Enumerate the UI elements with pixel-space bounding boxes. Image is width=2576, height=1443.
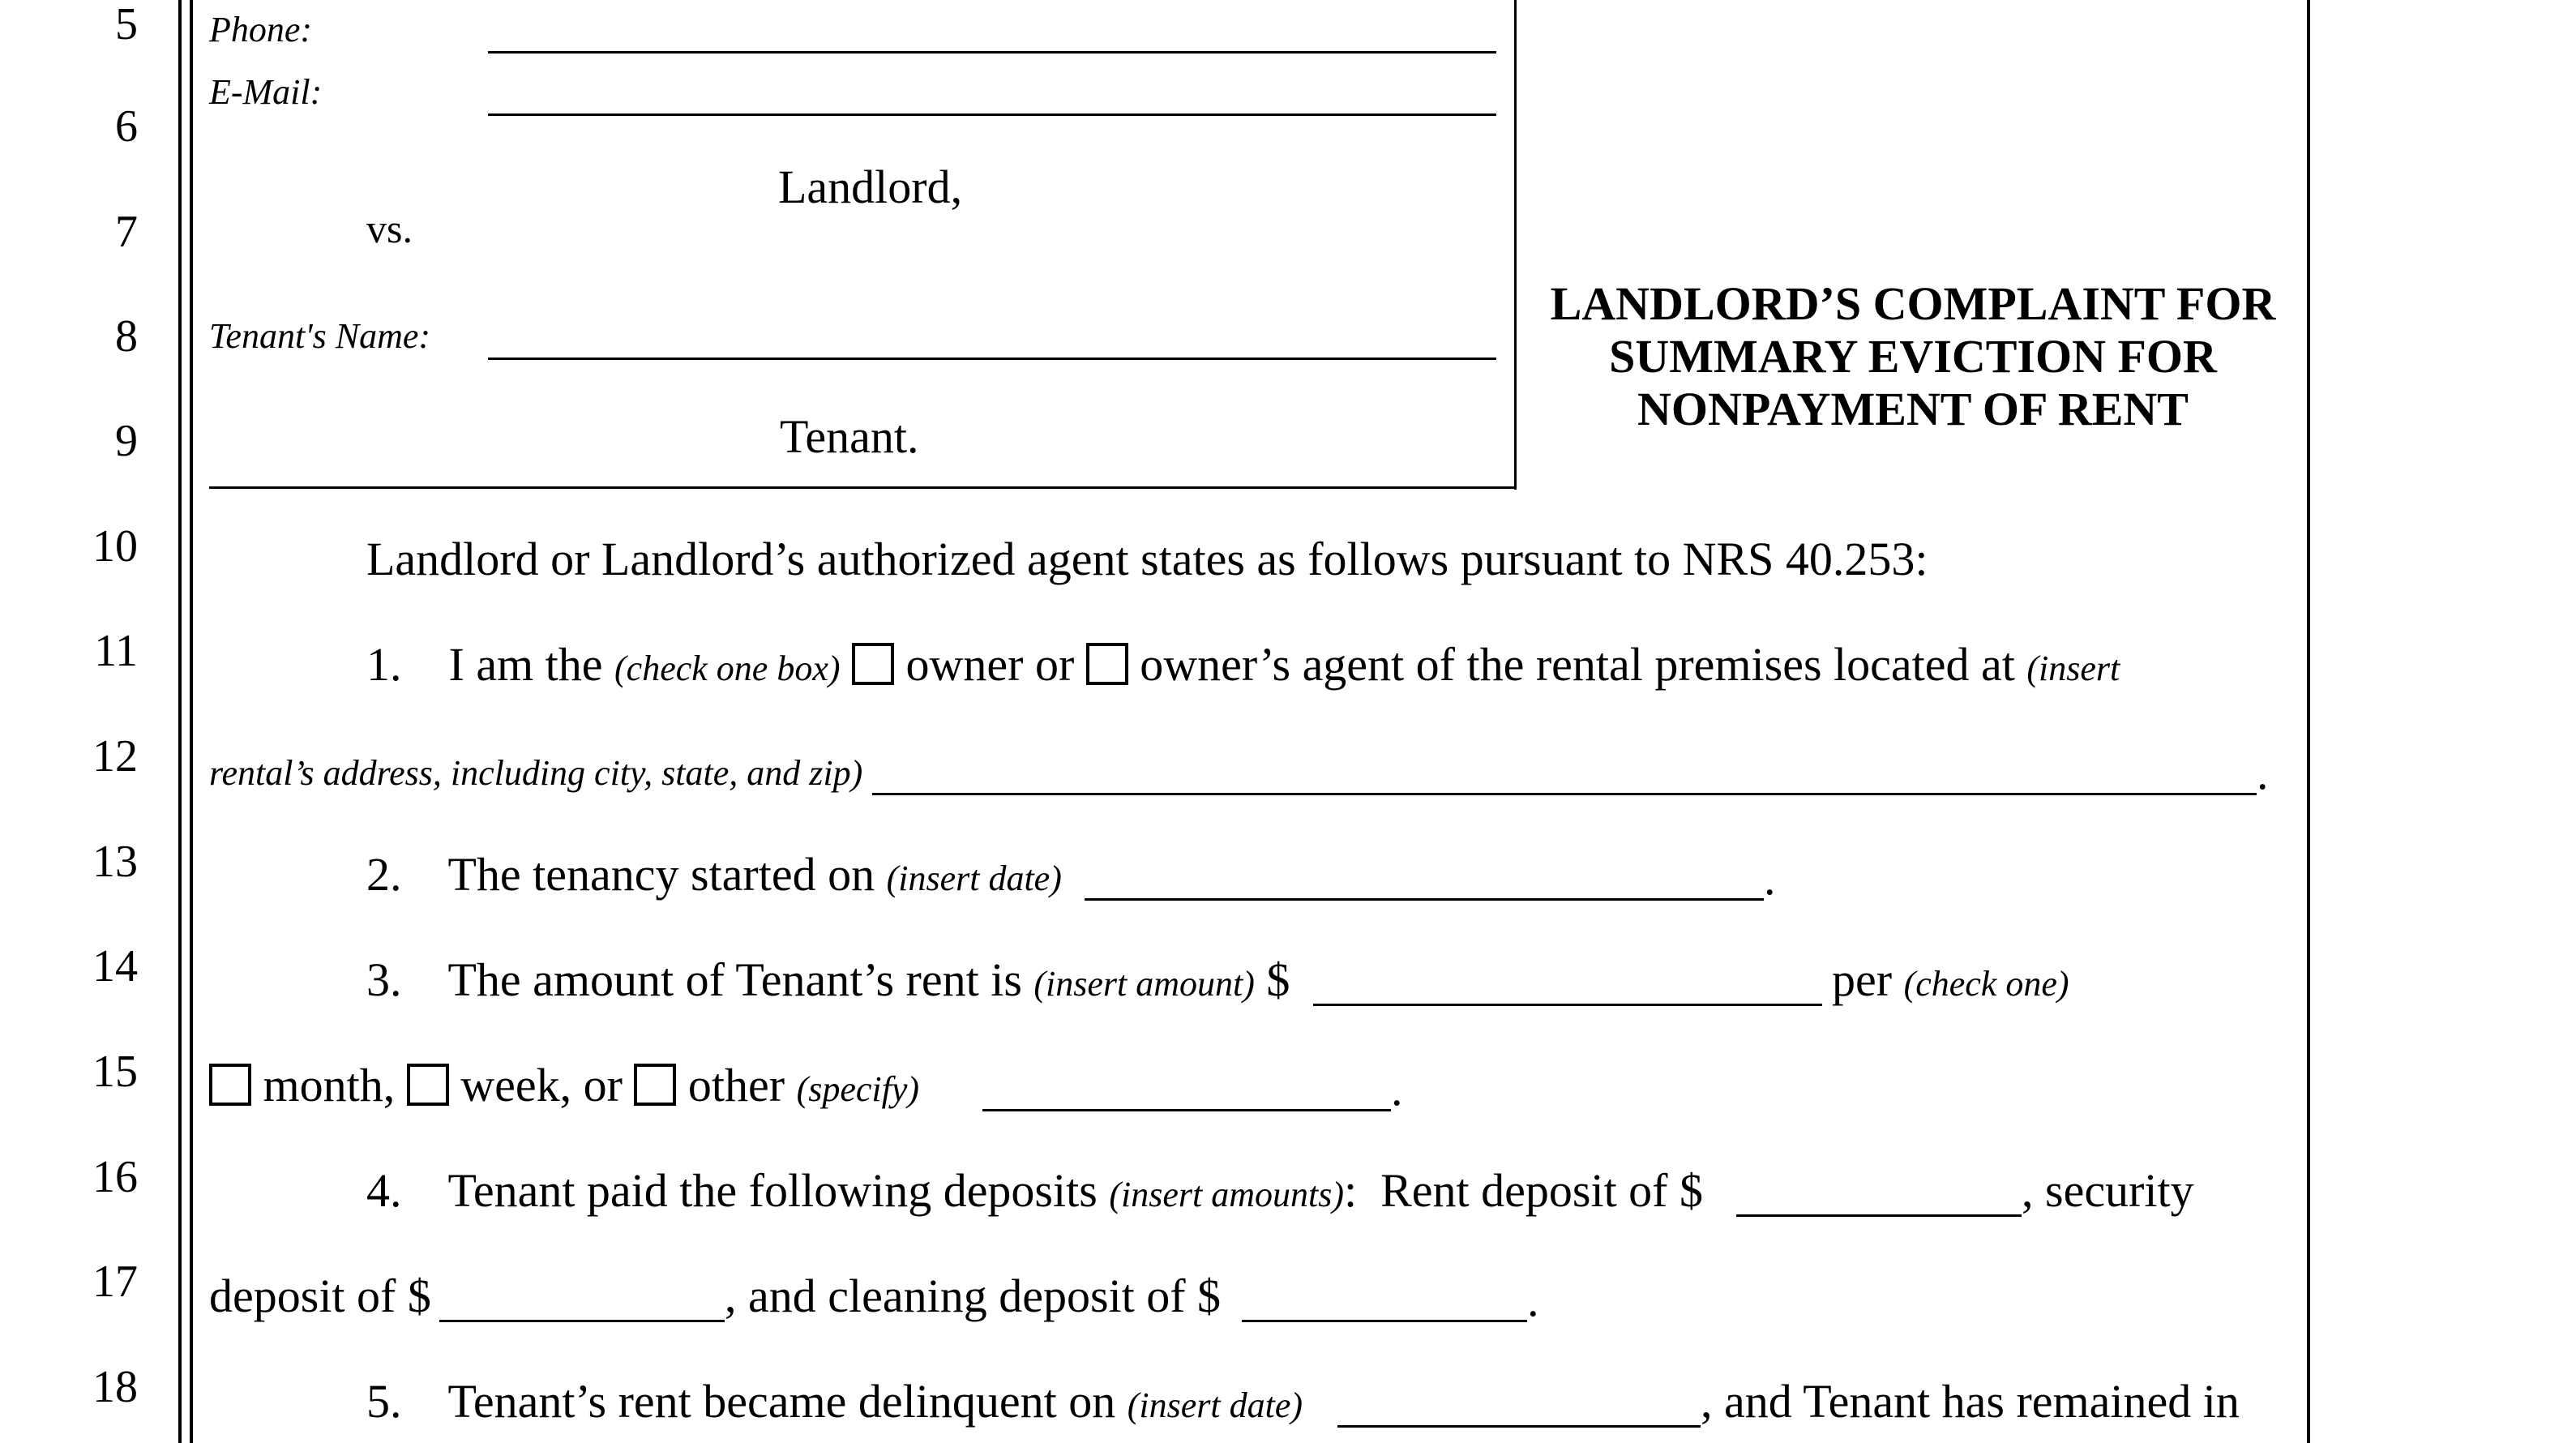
- hint-insert: (insert: [2026, 649, 2120, 688]
- line-number: 15: [92, 1047, 138, 1097]
- delinquent-date-field[interactable]: [1337, 1425, 1701, 1428]
- security-deposit-field[interactable]: [439, 1320, 725, 1322]
- paragraph-5-tail: , and Tenant has remained in: [1701, 1375, 2240, 1428]
- hint-insert-date: (insert date): [1127, 1385, 1303, 1425]
- margin-rule-right: [2307, 0, 2310, 1443]
- paragraph-lead: Tenant’s rent became delinquent on: [447, 1375, 1116, 1428]
- period: .: [2257, 747, 2269, 799]
- paragraph-lead: I am the: [448, 638, 603, 691]
- owner-agent-option-label: owner’s agent of the rental premises located at: [1140, 638, 2015, 691]
- other-period-field[interactable]: [982, 1109, 1391, 1111]
- line-number: 17: [92, 1257, 138, 1307]
- intro-statement: Landlord or Landlord’s authorized agent states as follows pursuant to NRS 40.253:: [366, 533, 1928, 585]
- rent-deposit-label: Rent deposit of $: [1380, 1164, 1703, 1217]
- hint-check-one-box: (check one box): [614, 649, 841, 688]
- landlord-label: Landlord,: [778, 161, 963, 213]
- hint-insert-amount: (insert amount): [1033, 964, 1255, 1004]
- paragraph-lead: The amount of Tenant’s rent is: [447, 953, 1022, 1006]
- month-checkbox[interactable]: [209, 1064, 251, 1106]
- line-number: 9: [115, 416, 138, 466]
- line-number: 12: [92, 731, 138, 781]
- owner-option-label: owner or: [905, 638, 1075, 691]
- week-option-label: week, or: [460, 1059, 623, 1111]
- hint-insert-date: (insert date): [886, 859, 1062, 898]
- cleaning-deposit-label: , and cleaning deposit of $: [725, 1270, 1222, 1322]
- rent-deposit-field[interactable]: [1736, 1214, 2022, 1217]
- colon: :: [1343, 1164, 1358, 1217]
- other-checkbox[interactable]: [634, 1064, 676, 1106]
- title-line: NONPAYMENT OF RENT: [1637, 383, 2189, 435]
- paragraph-2: [366, 848, 1062, 902]
- line-number: 8: [115, 311, 138, 362]
- paragraph-number: 5.: [366, 1375, 402, 1428]
- line-number: 5: [115, 0, 138, 49]
- paragraph-1-line-1: [366, 638, 2120, 692]
- phone-field[interactable]: [488, 51, 1496, 54]
- rent-amount-field[interactable]: [1313, 1004, 1822, 1006]
- owner-agent-checkbox[interactable]: [1086, 643, 1128, 685]
- paragraph-number: 4.: [366, 1164, 402, 1217]
- month-option-label: month,: [263, 1059, 396, 1111]
- email-label: E-Mail:: [209, 72, 323, 112]
- owner-checkbox[interactable]: [852, 643, 894, 685]
- hint-check-one: (check one): [1903, 964, 2069, 1004]
- caption-box-bottom-border: [209, 486, 1517, 489]
- security-label: , security: [2022, 1164, 2194, 1217]
- margin-rule-left-outer: [178, 0, 182, 1443]
- line-number: 10: [92, 521, 138, 572]
- hint-insert-amounts: (insert amounts): [1109, 1175, 1344, 1214]
- rental-address-field[interactable]: [872, 793, 2257, 795]
- tenant-name-label: Tenant's Name:: [209, 316, 431, 356]
- paragraph-3-per: [1832, 953, 2069, 1008]
- dollar-sign: $: [1266, 953, 1290, 1006]
- margin-rule-left-inner: [190, 0, 193, 1443]
- tenant-name-field[interactable]: [488, 358, 1496, 360]
- hint-specify: (specify): [796, 1069, 920, 1109]
- week-checkbox[interactable]: [407, 1064, 449, 1106]
- line-number: 16: [92, 1152, 138, 1202]
- tenant-label: Tenant.: [780, 410, 919, 463]
- paragraph-number: 1.: [366, 638, 402, 691]
- per-label: per: [1832, 953, 1893, 1006]
- title-line: SUMMARY EVICTION FOR: [1609, 330, 2217, 383]
- period: .: [1391, 1063, 1403, 1115]
- phone-label: Phone:: [209, 10, 313, 49]
- cleaning-deposit-field[interactable]: [1242, 1320, 1527, 1322]
- caption-box-right-border: [1514, 0, 1517, 490]
- document-title: [1524, 277, 2302, 435]
- email-field[interactable]: [488, 113, 1496, 116]
- line-number: 7: [115, 207, 138, 257]
- paragraph-4-line-1: [366, 1164, 1703, 1218]
- paragraph-number: 2.: [366, 848, 402, 901]
- line-number: 14: [92, 941, 138, 991]
- line-number: 6: [115, 101, 138, 152]
- hint-rental-address: rental’s address, including city, state, and zip): [209, 753, 863, 793]
- security-deposit-label: deposit of $: [209, 1270, 431, 1322]
- tenancy-start-date-field[interactable]: [1085, 898, 1764, 901]
- vs-label: vs.: [366, 206, 413, 251]
- other-option-label: other: [687, 1059, 785, 1111]
- paragraph-lead: Tenant paid the following deposits: [447, 1164, 1098, 1217]
- paragraph-3-line-1: [366, 953, 1290, 1008]
- title-line: LANDLORD’S COMPLAINT FOR: [1550, 277, 2276, 330]
- line-number: 18: [92, 1362, 138, 1412]
- paragraph-5-line-1: [366, 1375, 1303, 1429]
- line-number: 11: [94, 626, 138, 676]
- paragraph-number: 3.: [366, 953, 402, 1006]
- period: .: [1527, 1274, 1539, 1326]
- period: .: [1764, 852, 1776, 905]
- paragraph-lead: The tenancy started on: [447, 848, 875, 901]
- line-number: 13: [92, 837, 138, 887]
- paragraph-3-line-2: [209, 1059, 920, 1113]
